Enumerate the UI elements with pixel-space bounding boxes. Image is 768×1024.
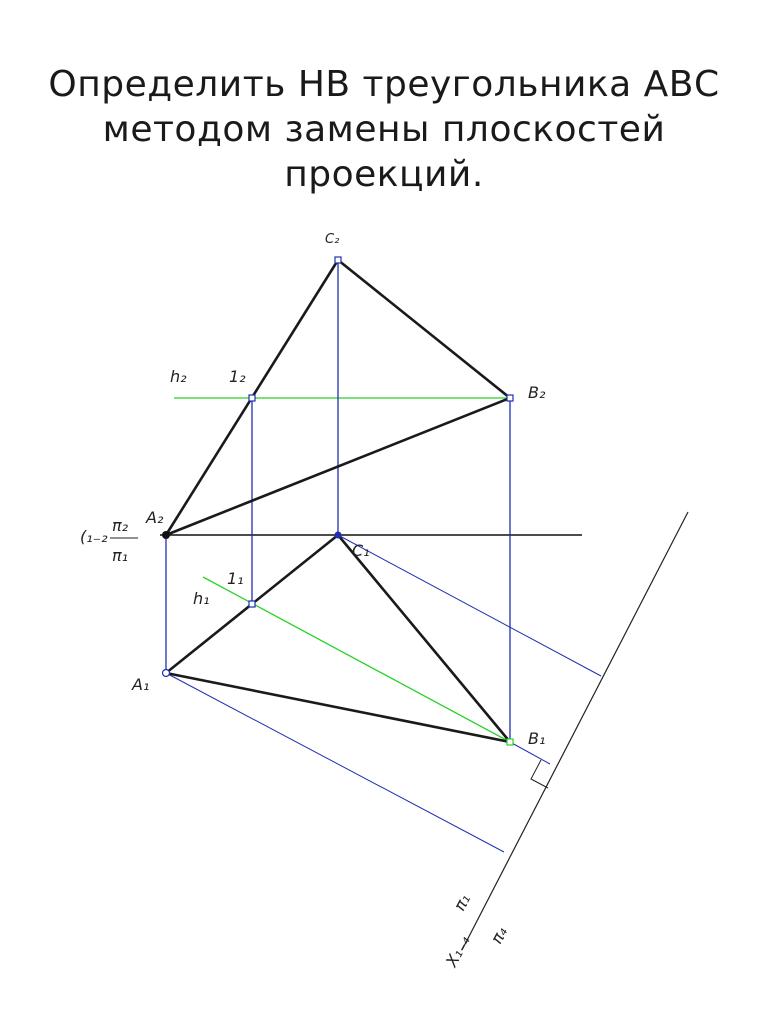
title-line-2: методом замены плоскостей — [102, 109, 666, 150]
label-B2: B₂ — [528, 383, 546, 402]
title-line-3: проекций. — [284, 154, 484, 195]
label-C1: C₁ — [352, 541, 370, 560]
triangle-top-projection — [166, 535, 510, 742]
label-pi1: π₁ — [112, 546, 129, 565]
point-C1 — [335, 532, 342, 539]
label-h1: h₁ — [193, 589, 210, 608]
label-pi4: π₄ — [486, 923, 512, 947]
label-B1: B₁ — [528, 729, 546, 748]
point-C2 — [335, 257, 341, 263]
label-pi2: π₂ — [112, 516, 129, 535]
proj-line-A — [166, 673, 504, 852]
title-line-1: Определить НВ треугольника АВС — [48, 64, 720, 105]
label-A1: A₁ — [132, 675, 150, 694]
label-h2: h₂ — [170, 367, 187, 386]
label-A2: A₂ — [146, 508, 164, 527]
axis-x14-line — [462, 512, 688, 950]
point-B2 — [507, 395, 513, 401]
label-C2: C₂ — [325, 232, 340, 247]
point-A2 — [162, 531, 170, 539]
label-pi1-new: π₁ — [449, 890, 475, 914]
label-1-1: 1₁ — [227, 569, 244, 588]
point-A1 — [163, 670, 170, 677]
point-1-2 — [249, 395, 255, 401]
proj-line-C — [338, 535, 601, 676]
label-1-2: 1₂ — [229, 367, 246, 386]
point-1-1 — [249, 601, 255, 607]
right-angle-mark — [531, 760, 548, 788]
point-B1 — [507, 739, 513, 745]
label-axis-14: X₁₋₄ — [441, 932, 474, 970]
label-axis-12: (₁₋₂ — [80, 527, 108, 546]
